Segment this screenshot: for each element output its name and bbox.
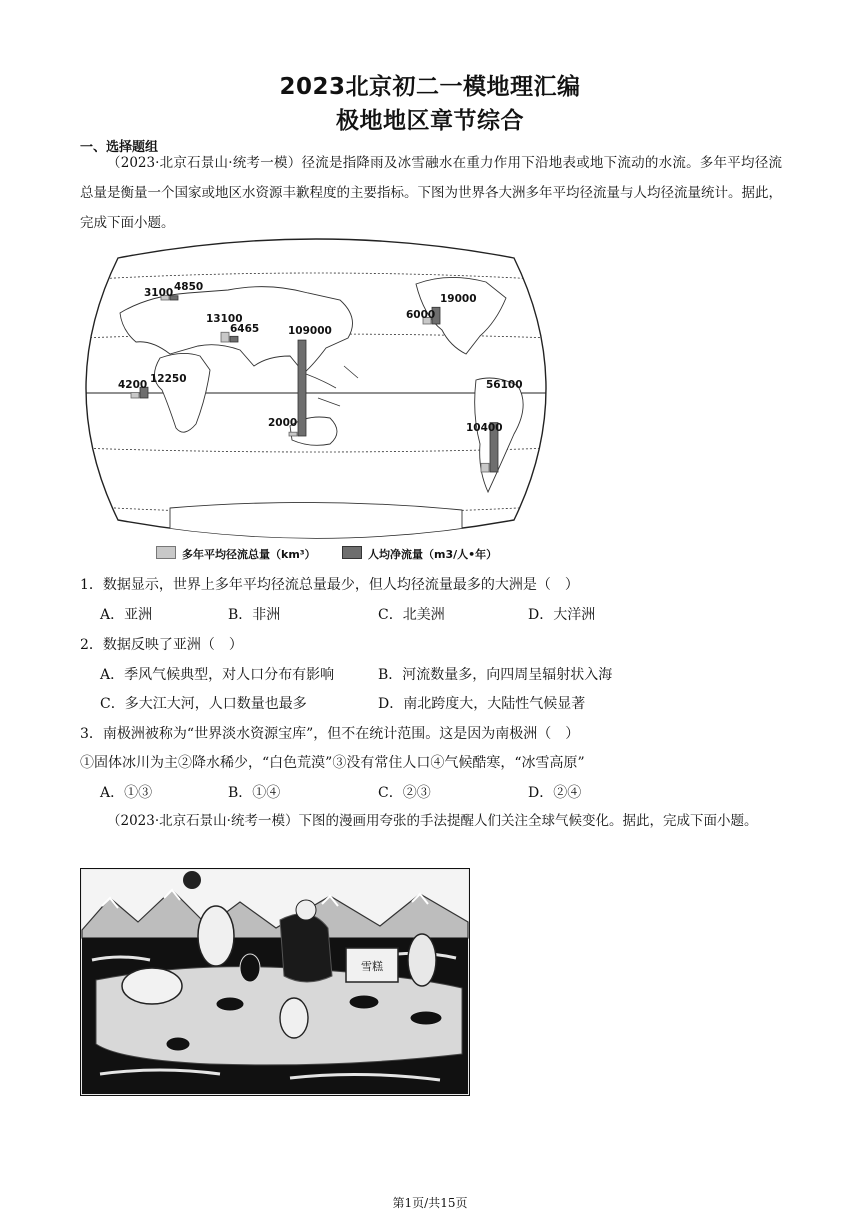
question-2-stem: 2．数据反映了亚洲（ ） [80, 637, 243, 653]
runoff-total-label: 4200 [118, 379, 148, 391]
question-1-option-d: D．大洋洲 [528, 607, 596, 623]
group1-intro-text: （2023·北京石景山·统考一模）径流是指降雨及冰雪融水在重力作用下沿地表或地下流动的水流。多年平均径流总量是衡量一个国家或地区水资源丰歉程度的主要指标。下图为世界各大洲多年平均径流量与人均径流量统计。据此，完成下面小题。 [80, 155, 782, 231]
polar-bear-figure [122, 968, 182, 1004]
runoff-map-chart [78, 238, 554, 540]
legend-swatch-percapita [342, 546, 362, 559]
sun-icon [183, 871, 201, 889]
runoff-total-label: 13100 [206, 313, 243, 325]
per-capita-bar [230, 336, 238, 342]
per-capita-label: 109000 [288, 325, 332, 337]
question-3-option-c: C．②③ [378, 785, 431, 801]
legend-item-runoff [156, 546, 316, 562]
group1-intro [80, 148, 782, 238]
legend-swatch-runoff [156, 546, 176, 559]
question-1-stem: 1．数据显示，世界上多年平均径流总量最少，但人均径流量最多的大洲是（ ） [80, 577, 579, 593]
per-capita-label: 12250 [150, 373, 187, 385]
per-capita-label: 4850 [174, 281, 204, 293]
map-background [78, 239, 554, 540]
runoff-total-bar [221, 332, 229, 342]
runoff-total-label: 2000 [268, 417, 298, 429]
question-3-statement: ①固体冰川为主②降水稀少，“白色荒漠”③没有常住人口④气候酷寒，“冰雪高原” [80, 755, 585, 771]
runoff-total-label: 10400 [466, 422, 503, 434]
question-2-option-d: D．南北跨度大，大陆性气候显著 [378, 696, 586, 712]
section-heading: 一、选择题组 [80, 140, 159, 155]
question-3-option-b: B．①④ [228, 785, 281, 801]
runoff-total-bar [289, 432, 297, 436]
group2-intro [80, 806, 782, 836]
runoff-total-label: 3100 [144, 287, 174, 299]
husky-figure [408, 934, 436, 986]
legend-label-percapita: 人均净流量（m3/人•年） [368, 548, 498, 561]
question-3-option-d: D．②④ [528, 785, 582, 801]
question-2-option-a: A．季风气候典型，对人口分布有影响 [100, 667, 335, 683]
legend-item-percapita [342, 546, 497, 562]
question-1-option-c: C．北美洲 [378, 607, 445, 623]
per-capita-label: 6465 [230, 323, 260, 335]
question-3-stem: 3．南极洲被称为“世界淡水资源宝库”，但不在统计范围。这是因为南极洲（ ） [80, 726, 580, 742]
group2-intro-text: （2023·北京石景山·统考一模）下图的漫画用夸张的手法提醒人们关注全球气候变化。据此，完成下面小题。 [107, 813, 758, 829]
question-1-option-b: B．非洲 [228, 607, 281, 623]
polar-bear-figure [198, 906, 234, 966]
runoff-total-label: 6000 [406, 309, 436, 321]
santa-figure [280, 914, 332, 982]
doc-title-line2: 极地地区章节综合 [336, 108, 524, 134]
runoff-total-bar [131, 392, 139, 398]
runoff-total-bar [481, 463, 489, 472]
doc-title-line1: 2023北京初二一模地理汇编 [279, 74, 581, 100]
question-3-option-a: A．①③ [100, 785, 153, 801]
ice-cream-box-label: 雪糕 [361, 960, 383, 973]
question-2-option-c: C．多大江大河，人口数量也最多 [100, 696, 307, 712]
question-2-option-b: B．河流数量多，向四周呈辐射状入海 [378, 667, 613, 683]
per-capita-bar [298, 340, 306, 436]
question-1-option-a: A．亚洲 [100, 607, 153, 623]
legend-label-runoff: 多年平均径流总量（km³） [182, 548, 316, 561]
climate-cartoon-image [80, 868, 470, 1096]
per-capita-label: 56100 [486, 379, 523, 391]
page-footer: 第1页/共15页 [392, 1196, 468, 1210]
per-capita-label: 19000 [440, 293, 477, 305]
